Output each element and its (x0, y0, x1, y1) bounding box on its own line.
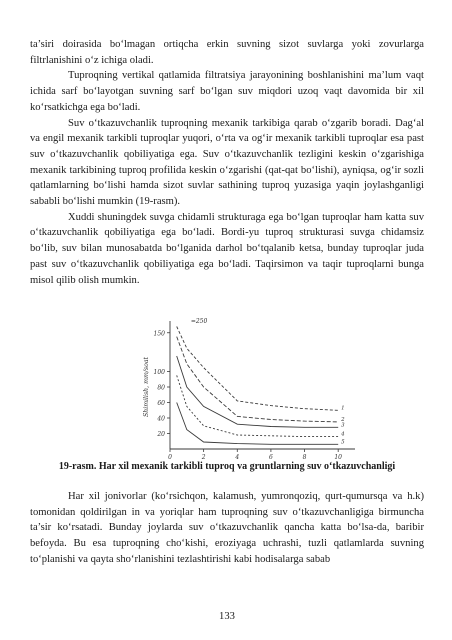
y-tick-label: 20 (157, 431, 165, 438)
body-text-top (30, 37, 424, 288)
y-tick-label: 150 (153, 330, 165, 338)
x-tick-label: 0 (168, 454, 172, 461)
x-tick-label: 6 (268, 454, 273, 461)
series-label: 2 (341, 416, 345, 423)
series-label: 5 (341, 439, 345, 446)
series-line (177, 356, 339, 427)
page-number: 133 (219, 611, 235, 622)
y-tick-label: 60 (157, 400, 165, 407)
x-tick-label: 8 (302, 454, 307, 461)
paragraph: Har xil jonivorlar (ko‘rsichqon, kalamush, yumronqoziq, qurt-qumursqa va h.k) tomonidan qoldirilgan in va yoriqlar ham tuproqning suv o‘tkazuvchanligiga birmuncha ta’sir ko‘rsatadi. Bunday joylarda suv o‘tkazuvchanlik qancha katta bo‘lsa-da, baribir befoyda. Bu esa tuproqning cho‘kishi, eroziyaga uchrashi, tuzli qatlamlarda suvning to‘planishi va qayta sho‘rlanishini tezlashtirishi kabi hodisalarga sabab (30, 491, 424, 565)
y-tick-label: 100 (153, 369, 165, 376)
series-line (177, 337, 339, 422)
series-label: 4 (341, 431, 345, 438)
x-tick-label: 10 (334, 454, 343, 461)
paragraph: Tuproqning vertikal qatlamida filtratsiya jarayonining boshlanishini ma’lum vaqt ichida sarf bo‘layotgan suvning sarf bo‘lgan suv miqdori uzoq vaqt davomida bir xil ko‘rsatkichga ega bo‘ladi. (30, 70, 424, 113)
figure-caption: 19-rasm. Har xil mexanik tarkibli tuproq va gruntlarning suv o‘tkazuvchanligi (58, 461, 396, 472)
series-line (177, 403, 339, 445)
paragraph: Xuddi shuningdek suvga chidamli strukturaga ega bo‘lgan tuproqlar ham katta suv o‘tkazuvchanlik qobiliyatiga ega bo‘ladi. Bordi-yu tuproq strukturasi suvga chidamsiz bo‘lib, suv bilan munosabatda bo‘lganida darhol bo‘tqalanib ketsa, bunday tuproqlar juda past suv o‘tkazuvchanlik qobiliyatiga ega bo‘ladi. Taqirsimon va taqir tuproqlarni bunga misol qilib olish mumkin. (30, 211, 424, 286)
paragraph: Suv o‘tkazuvchanlik tuproqning mexanik tarkibiga qarab o‘zgarib boradi. Dag‘al va engil mexanik tarkibli tuproqlar yuqori, o‘rta va og‘ir mexanik tarkibli tuproqlar esa past suv o‘tkazuvchanlik qobiliyatiga ega. Suv o‘tkazuvchanlik tezligini keskin o‘zgarishiga mexanik tarkibining tuproq profilida keskin o‘zgarishi (qat-qat bo‘lishi), ayniqsa, og‘ir sozli qatlamlarning bo‘lishi hamda sizot suvlar sathining tuproq yuzasiga yaqin joylashganligi sababli bo‘lishi mumkin (19-rasm). (30, 117, 424, 208)
document-page (30, 0, 424, 640)
y-tick-label: 80 (157, 384, 165, 392)
y-tick-label: 40 (157, 415, 165, 423)
series-line (177, 327, 339, 411)
x-tick-label: 4 (235, 454, 240, 461)
paragraph: ta’siri doirasida bo‘lmagan ortiqcha erkin suvning sizot suvlarga yoki zovurlarga filtrlanishini o‘z ichiga oladi. (30, 39, 424, 66)
chart-annotation: =250 (190, 318, 208, 325)
body-text-bottom (30, 489, 424, 568)
x-tick-label: 2 (201, 454, 206, 461)
y-axis-label: Shimilish, mm/soat (143, 357, 150, 417)
infiltration-chart (115, 311, 365, 469)
chart-svg (115, 311, 365, 469)
series-label: 1 (341, 405, 345, 412)
series-label: 3 (341, 422, 345, 429)
